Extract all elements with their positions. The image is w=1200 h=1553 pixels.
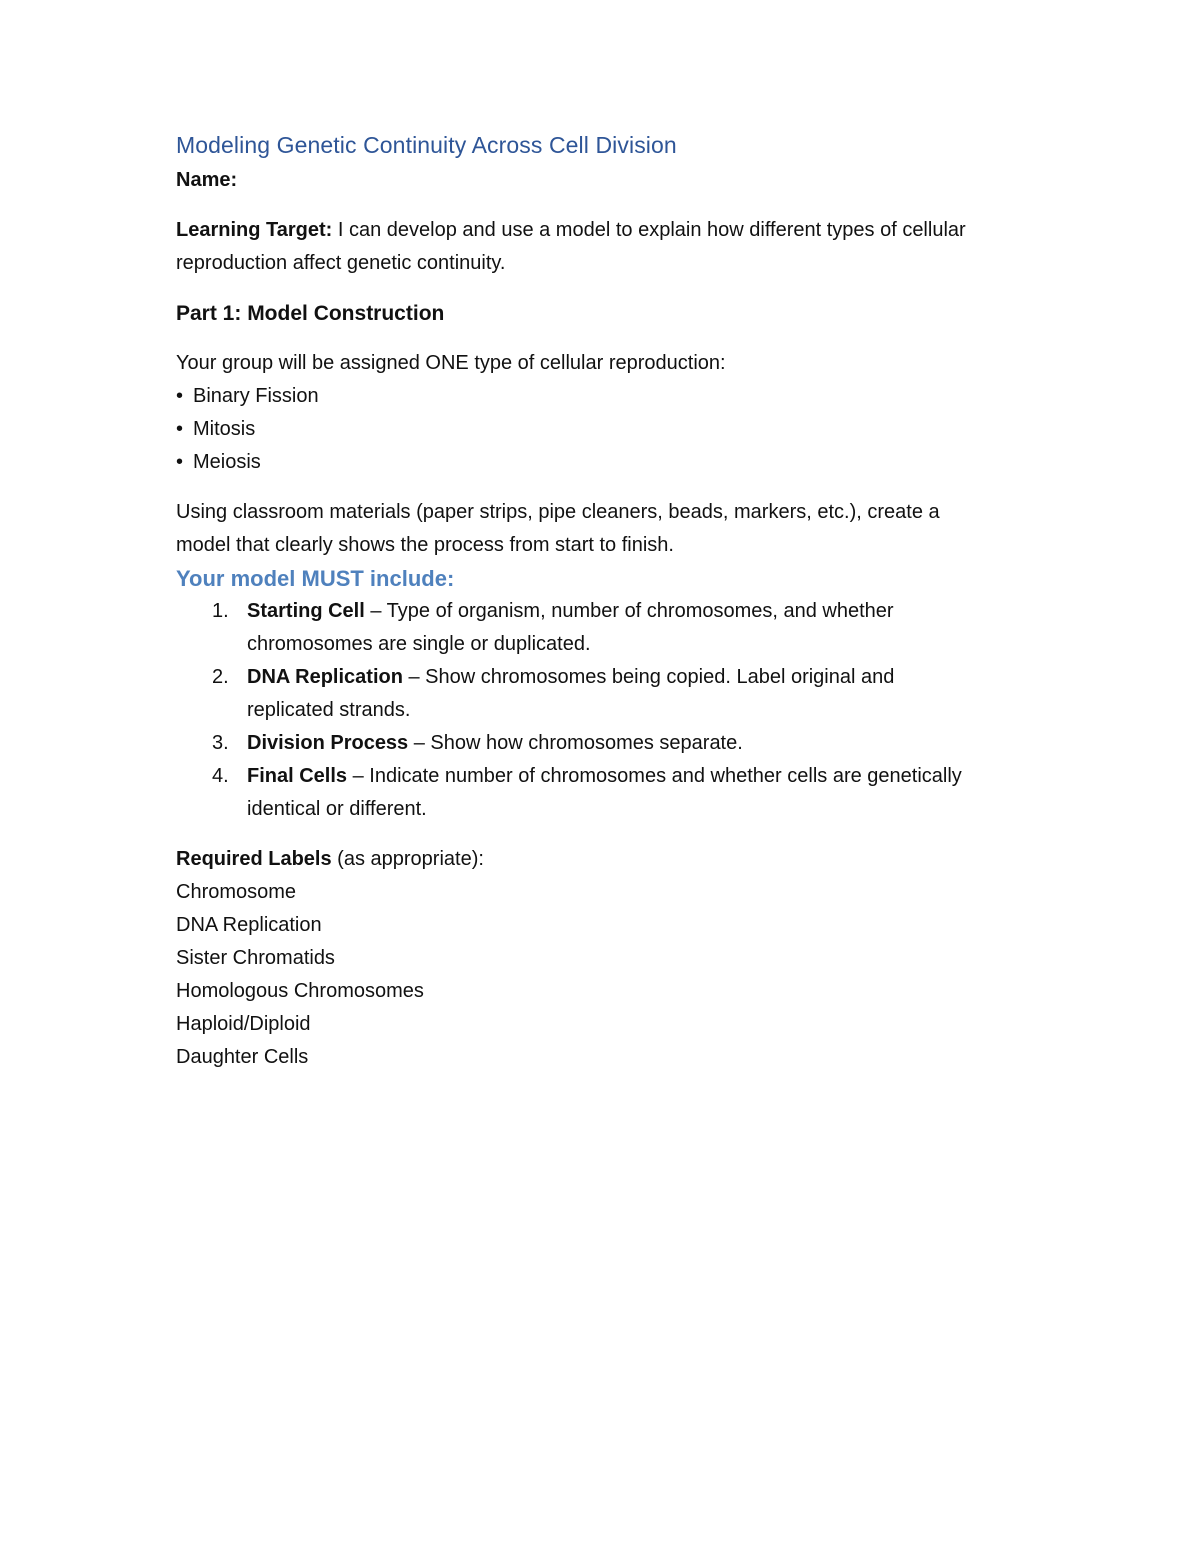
learning-target-line-2: reproduction affect genetic continuity. xyxy=(176,252,506,274)
list-item: Haploid/Diploid xyxy=(176,1013,311,1035)
requirement-number: 3. xyxy=(212,732,229,754)
requirement-number: 1. xyxy=(212,600,229,622)
learning-target-line-1 xyxy=(176,214,1036,247)
list-item: Sister Chromatids xyxy=(176,947,335,969)
part1-heading: Part 1: Model Construction xyxy=(176,302,445,325)
requirement-desc-2: identical or different. xyxy=(247,798,427,820)
document-title: Modeling Genetic Continuity Across Cell Division xyxy=(176,132,677,158)
list-item xyxy=(176,446,1036,479)
requirement-term: Division Process xyxy=(247,732,409,754)
bullet-icon: • xyxy=(176,418,184,440)
learning-target-text-1: I can develop and use a model to explain how different types of cellular xyxy=(332,219,966,241)
requirement-item xyxy=(176,595,1036,661)
learning-target xyxy=(176,214,1036,280)
requirements-list xyxy=(176,595,1036,826)
requirement-item xyxy=(176,661,1036,727)
requirement-item xyxy=(176,760,1036,826)
list-item: Chromosome xyxy=(176,881,297,903)
requirement-term: Starting Cell xyxy=(247,600,365,622)
requirement-desc-1: – Indicate number of chromosomes and whether cells are genetically xyxy=(347,765,962,787)
reproduction-type: Binary Fission xyxy=(193,385,319,407)
requirement-desc-2: chromosomes are single or duplicated. xyxy=(247,633,591,655)
list-item xyxy=(176,413,1036,446)
requirement-number: 2. xyxy=(212,666,229,688)
assignment-intro: Your group will be assigned ONE type of cellular reproduction: xyxy=(176,352,726,374)
reproduction-type: Meiosis xyxy=(193,451,261,473)
required-labels-heading xyxy=(176,843,1036,876)
list-item: Homologous Chromosomes xyxy=(176,980,424,1002)
requirement-desc-1: – Show chromosomes being copied. Label original and xyxy=(402,666,895,688)
document-page xyxy=(176,128,1036,1074)
required-labels-rest: (as appropriate): xyxy=(331,848,484,870)
materials-line-1: Using classroom materials (paper strips, pipe cleaners, beads, markers, etc.), create a xyxy=(176,501,940,523)
reproduction-type: Mitosis xyxy=(193,418,256,440)
materials-paragraph xyxy=(176,496,1036,562)
bullet-icon: • xyxy=(176,451,184,473)
materials-line-2: model that clearly shows the process from start to finish. xyxy=(176,534,674,556)
list-item: DNA Replication xyxy=(176,914,322,936)
requirement-item xyxy=(176,727,1036,760)
required-labels-list xyxy=(176,876,1036,1074)
model-requirements-heading: Your model MUST include: xyxy=(176,566,455,591)
requirement-term: DNA Replication xyxy=(247,666,403,688)
requirement-number: 4. xyxy=(212,765,229,787)
list-item: Daughter Cells xyxy=(176,1046,309,1068)
reproduction-types-list xyxy=(176,380,1036,479)
list-item xyxy=(176,380,1036,413)
name-label: Name: xyxy=(176,169,238,191)
requirement-desc-1: – Show how chromosomes separate. xyxy=(408,732,743,754)
bullet-icon: • xyxy=(176,385,184,407)
required-labels-bold: Required Labels xyxy=(176,848,332,870)
requirement-desc-2: replicated strands. xyxy=(247,699,411,721)
requirement-desc-1: – Type of organism, number of chromosomes, and whether xyxy=(364,600,894,622)
learning-target-label: Learning Target: xyxy=(176,219,333,241)
requirement-term: Final Cells xyxy=(247,765,348,787)
